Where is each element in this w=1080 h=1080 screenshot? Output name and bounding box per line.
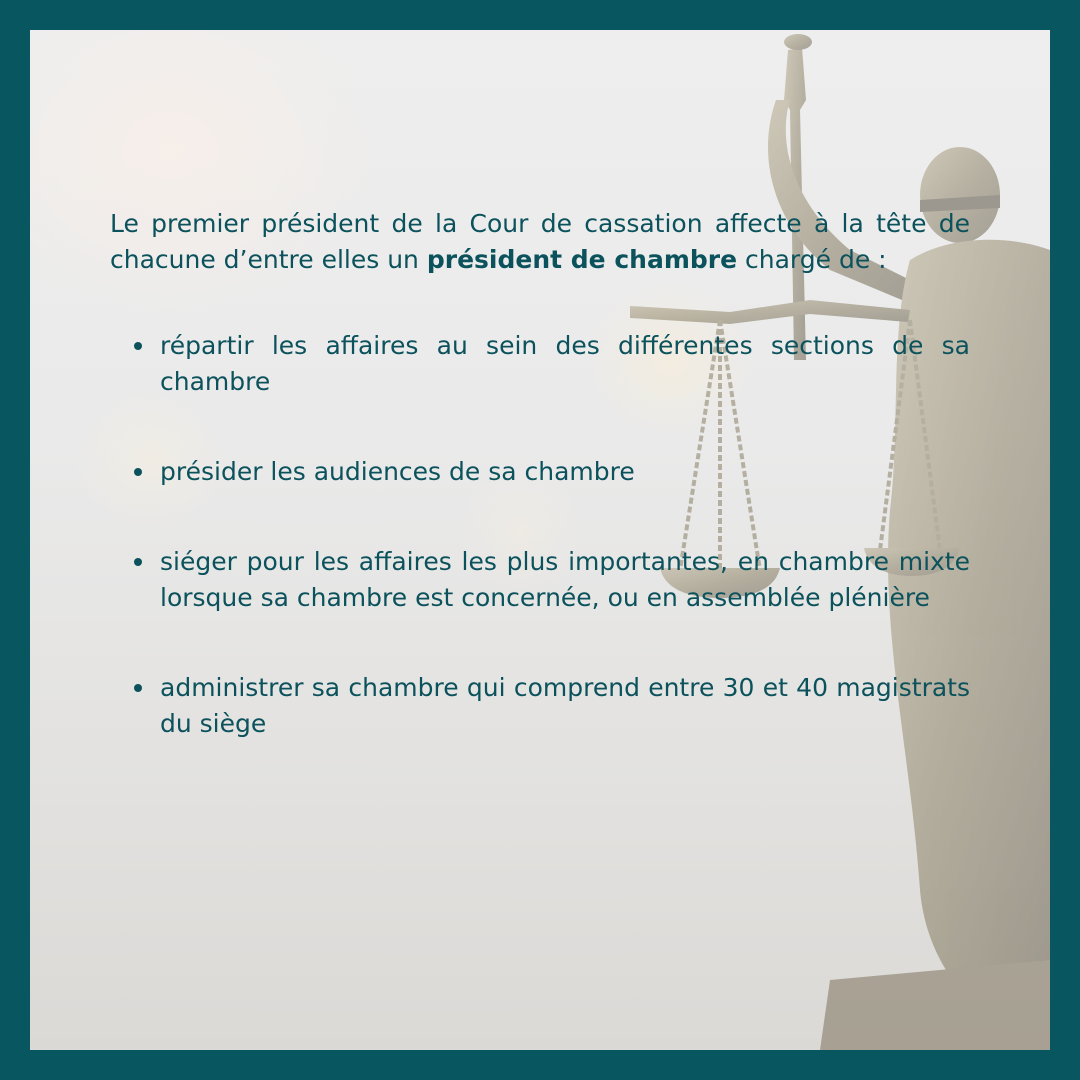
list-item: [110, 544, 970, 616]
bullet-icon: [134, 684, 142, 692]
bullet-icon: [134, 468, 142, 476]
intro-highlight: président de chambre: [426, 245, 738, 274]
content-panel: [30, 30, 1050, 1050]
list-item-text: administrer sa chambre qui comprend entre 30 et 40 magistrats du siège: [160, 673, 970, 738]
bullet-icon: [134, 342, 142, 350]
list-item: [110, 328, 970, 400]
intro-paragraph: [110, 206, 970, 278]
intro-text-start: Le premier président de la Cour de cassation affecte à la tête de chacune d’entre elles un: [110, 209, 970, 274]
list-item-text: présider les audiences de sa chambre: [160, 457, 635, 486]
list-item: [110, 454, 970, 490]
bullet-icon: [134, 558, 142, 566]
intro-text-end: chargé de :: [737, 245, 887, 274]
duties-list: [110, 328, 970, 742]
list-item: [110, 670, 970, 742]
list-item-text: répartir les affaires au sein des différentes sections de sa chambre: [160, 331, 970, 396]
list-item-text: siéger pour les affaires les plus importantes, en chambre mixte lorsque sa chambre est concernée, ou en assemblée plénière: [160, 547, 970, 612]
main-text: [110, 206, 970, 796]
